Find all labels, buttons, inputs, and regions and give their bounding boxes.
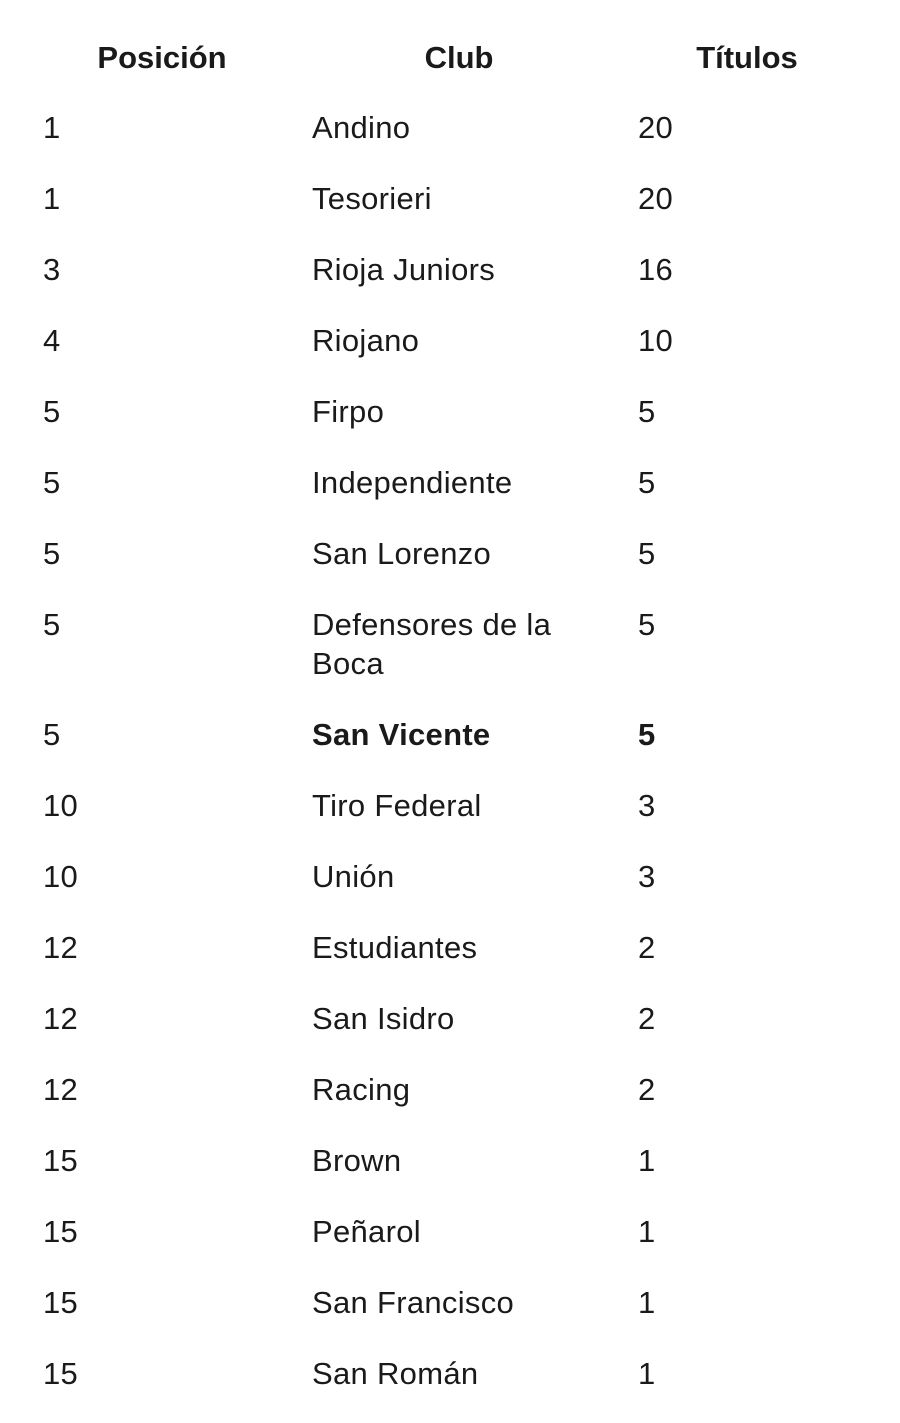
table-row bbox=[0, 1055, 900, 1126]
cell-titles: 2 bbox=[638, 930, 656, 965]
header-position: Posición bbox=[97, 40, 227, 75]
header-club: Club bbox=[424, 40, 494, 75]
cell-position: 12 bbox=[43, 930, 79, 965]
table-row bbox=[0, 590, 900, 700]
cell-position: 1 bbox=[43, 110, 61, 145]
table-row bbox=[0, 1126, 900, 1197]
table-row bbox=[0, 1197, 900, 1268]
cell-position: 12 bbox=[43, 1072, 79, 1107]
cell-position: 15 bbox=[43, 1143, 79, 1178]
cell-position: 10 bbox=[43, 788, 79, 823]
table-row-highlighted bbox=[0, 700, 900, 771]
cell-position: 12 bbox=[43, 1001, 79, 1036]
cell-titles: 5 bbox=[638, 607, 656, 642]
table-row bbox=[0, 306, 900, 377]
table-row bbox=[0, 235, 900, 306]
table-row bbox=[0, 93, 900, 164]
cell-position: 15 bbox=[43, 1356, 79, 1391]
table-row bbox=[0, 771, 900, 842]
cell-club: San Lorenzo bbox=[312, 536, 492, 571]
cell-club: Unión bbox=[312, 859, 395, 894]
cell-titles: 1 bbox=[638, 1143, 656, 1178]
cell-titles: 5 bbox=[638, 465, 656, 500]
cell-club: Defensores de la Boca bbox=[312, 607, 552, 681]
header-titles: Títulos bbox=[696, 40, 798, 75]
table-row bbox=[0, 984, 900, 1055]
table-row bbox=[0, 448, 900, 519]
cell-position: 5 bbox=[43, 607, 61, 642]
cell-position: 5 bbox=[43, 465, 61, 500]
cell-titles: 5 bbox=[638, 536, 656, 571]
cell-position: 5 bbox=[43, 717, 61, 752]
cell-titles: 2 bbox=[638, 1072, 656, 1107]
cell-titles: 1 bbox=[638, 1214, 656, 1249]
cell-titles: 20 bbox=[638, 181, 674, 216]
cell-titles: 5 bbox=[638, 394, 656, 429]
cell-club: Andino bbox=[312, 110, 411, 145]
cell-club: Peñarol bbox=[312, 1214, 421, 1249]
cell-titles: 2 bbox=[638, 1001, 656, 1036]
cell-titles: 3 bbox=[638, 788, 656, 823]
cell-club: San Vicente bbox=[312, 717, 491, 752]
cell-club: Riojano bbox=[312, 323, 420, 358]
cell-position: 5 bbox=[43, 394, 61, 429]
table-row bbox=[0, 1339, 900, 1410]
table-row bbox=[0, 842, 900, 913]
cell-club: San Francisco bbox=[312, 1285, 515, 1320]
table-row bbox=[0, 377, 900, 448]
cell-club: San Isidro bbox=[312, 1001, 455, 1036]
cell-club: Racing bbox=[312, 1072, 411, 1107]
cell-position: 15 bbox=[43, 1214, 79, 1249]
cell-position: 3 bbox=[43, 252, 61, 287]
cell-titles: 1 bbox=[638, 1285, 656, 1320]
cell-position: 15 bbox=[43, 1285, 79, 1320]
table-row bbox=[0, 519, 900, 590]
cell-position: 4 bbox=[43, 323, 61, 358]
cell-club: Rioja Juniors bbox=[312, 252, 496, 287]
cell-club: Independiente bbox=[312, 465, 513, 500]
cell-club: Estudiantes bbox=[312, 930, 478, 965]
table-row bbox=[0, 164, 900, 235]
cell-club: Tiro Federal bbox=[312, 788, 482, 823]
cell-titles: 10 bbox=[638, 323, 674, 358]
cell-position: 10 bbox=[43, 859, 79, 894]
cell-titles: 3 bbox=[638, 859, 656, 894]
cell-titles: 16 bbox=[638, 252, 674, 287]
cell-club: Firpo bbox=[312, 394, 385, 429]
table-header-row bbox=[0, 0, 900, 93]
cell-club: San Román bbox=[312, 1356, 479, 1391]
cell-titles: 20 bbox=[638, 110, 674, 145]
table-row bbox=[0, 913, 900, 984]
table-row bbox=[0, 1268, 900, 1339]
cell-position: 5 bbox=[43, 536, 61, 571]
cell-titles: 5 bbox=[638, 717, 656, 752]
cell-club: Brown bbox=[312, 1143, 402, 1178]
cell-titles: 1 bbox=[638, 1356, 656, 1391]
cell-position: 1 bbox=[43, 181, 61, 216]
cell-club: Tesorieri bbox=[312, 181, 432, 216]
